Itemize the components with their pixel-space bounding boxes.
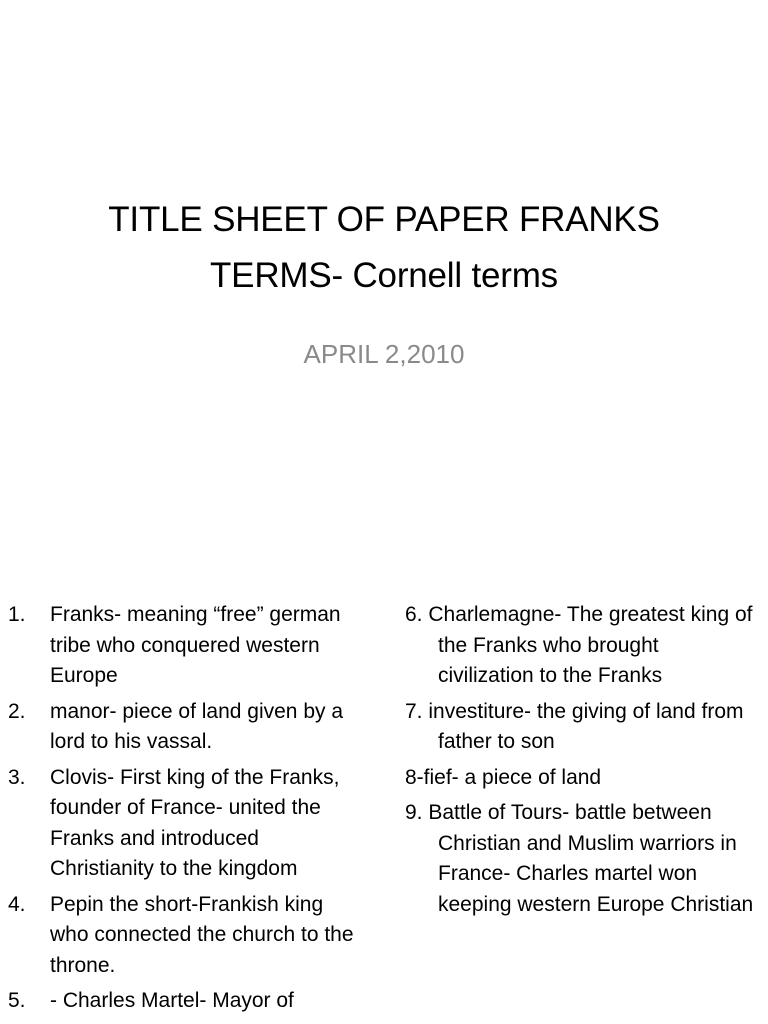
slide-title-line-2: TERMS- Cornell terms — [210, 256, 558, 295]
list-item — [8, 697, 358, 758]
terms-slide — [0, 576, 768, 1024]
list-item-number: 2. — [8, 699, 26, 723]
list-item: 6. Charlemagne- The greatest king of the Franks who brought civilization to the Franks — [405, 603, 753, 687]
list-item: 9. Battle of Tours- battle between Christian and Muslim warriors in France- Charles martel won keeping western Europe Christian — [405, 801, 754, 916]
list-item: 7. investiture- the giving of land from father to son — [405, 699, 744, 753]
list-item-number: 1. — [8, 603, 26, 626]
list-item — [8, 890, 358, 982]
list-item-number: 3. — [8, 765, 26, 789]
list-item-number: 5. — [8, 989, 26, 1012]
terms-list-left — [8, 600, 358, 1022]
list-item-text: manor- piece of land given by a lord to his vassal. — [50, 699, 344, 753]
list-item-text: Franks- meaning “free” german tribe who conquered western Europe — [50, 603, 341, 687]
list-item-text: - Charles Martel- Mayor of — [50, 989, 294, 1012]
list-item-number: 4. — [8, 892, 26, 916]
list-item — [8, 763, 358, 885]
list-item: 8-fief- a piece of land — [405, 765, 602, 789]
slide-subtitle-date: APRIL 2,2010 — [303, 339, 465, 369]
terms-list-right — [405, 600, 755, 925]
list-item-text: Pepin the short-Frankish king who connected the church to the throne. — [50, 892, 354, 977]
slide-title — [0, 192, 768, 304]
list-item — [8, 986, 358, 1017]
list-item-text: Clovis- First king of the Franks, founder of France- united the Franks and introduced Christianity to the kingdom — [50, 765, 340, 880]
list-item — [8, 600, 358, 692]
slide-title-line-1: TITLE SHEET OF PAPER FRANKS — [108, 200, 660, 239]
